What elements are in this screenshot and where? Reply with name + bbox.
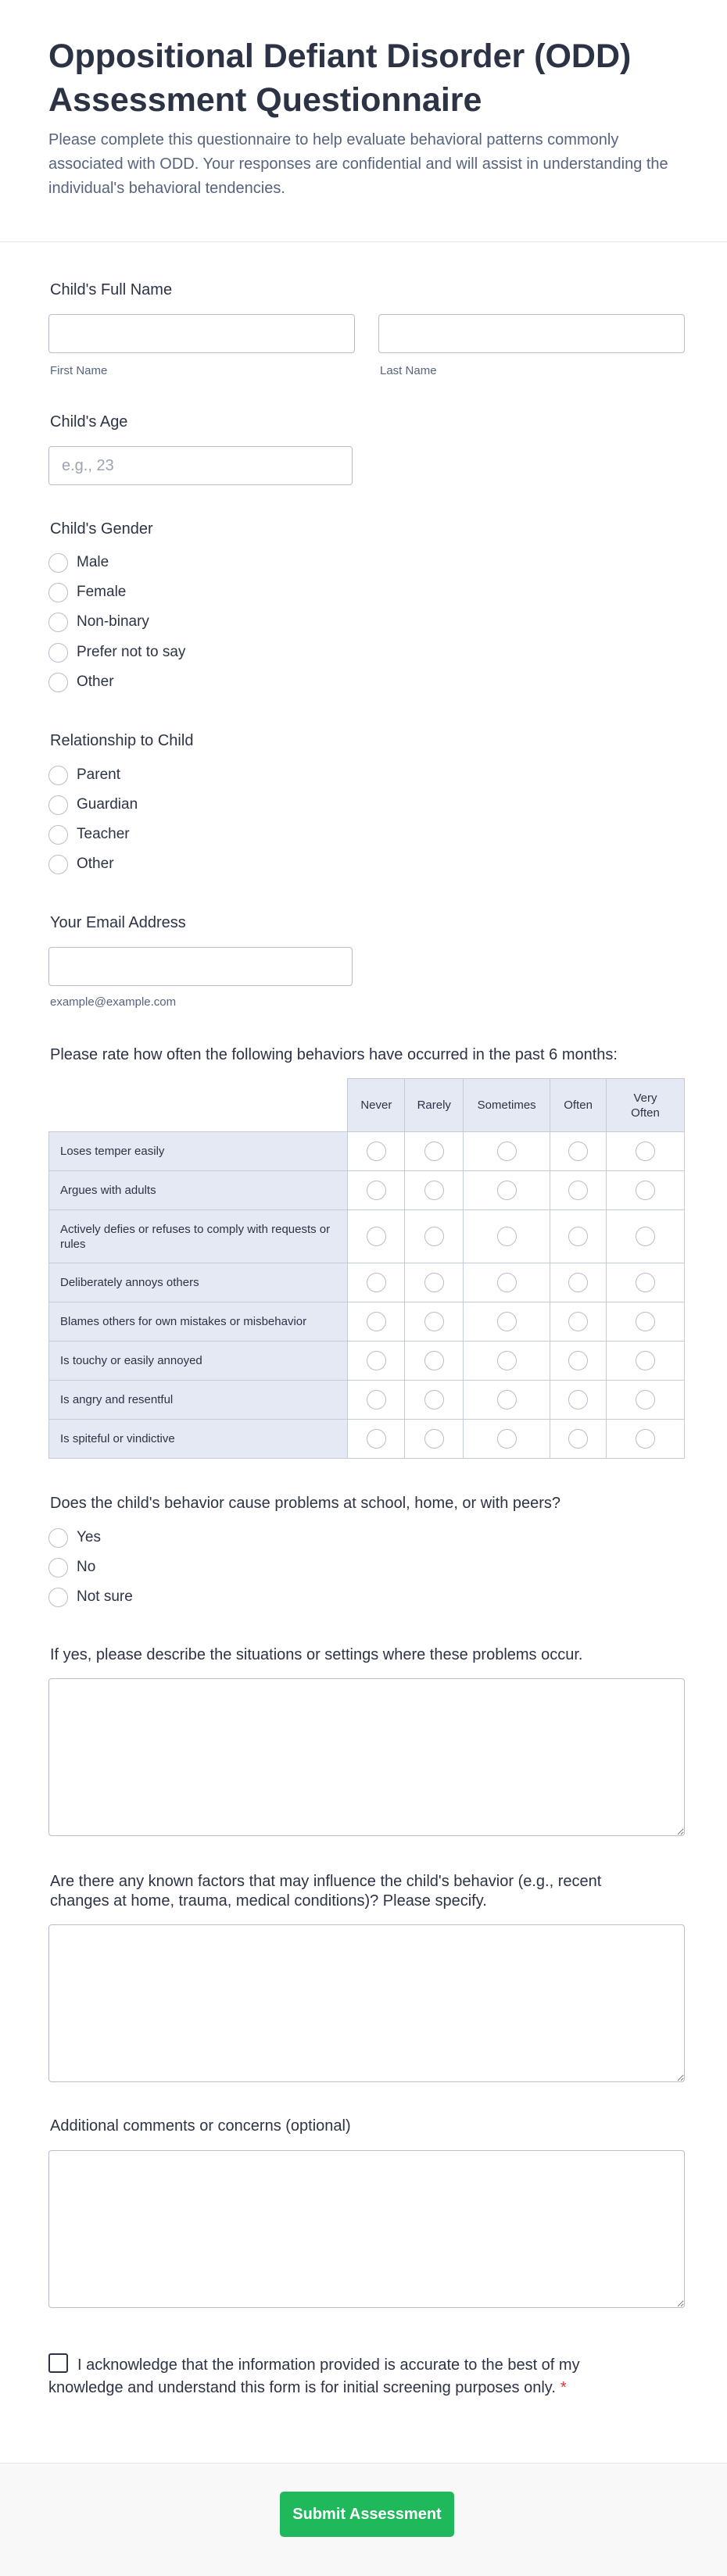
matrix-column-header: Never <box>348 1079 405 1132</box>
behavior-matrix <box>48 1078 685 1459</box>
radio-button[interactable] <box>636 1181 655 1200</box>
matrix-cell[interactable] <box>550 1263 607 1302</box>
radio-button[interactable] <box>48 643 68 663</box>
problems-option-label: Yes <box>77 1529 101 1545</box>
matrix-row <box>49 1210 685 1263</box>
acknowledgement <box>48 2353 611 2399</box>
radio-button[interactable] <box>636 1429 655 1449</box>
matrix-cell[interactable] <box>464 1210 550 1263</box>
gender-option-label: Female <box>77 584 127 600</box>
matrix-cell[interactable] <box>464 1342 550 1381</box>
matrix-cell[interactable] <box>607 1342 685 1381</box>
submit-button[interactable]: Submit Assessment <box>280 2492 454 2537</box>
matrix-cell[interactable] <box>607 1302 685 1342</box>
comments-textarea[interactable] <box>48 2150 685 2308</box>
matrix-cell[interactable] <box>348 1263 405 1302</box>
matrix-cell[interactable] <box>607 1381 685 1420</box>
matrix-cell[interactable] <box>464 1132 550 1171</box>
relationship-label: Relationship to Child <box>50 732 194 749</box>
problems-label: Does the child's behavior cause problems at school, home, or with peers? <box>50 1495 561 1512</box>
matrix-row <box>49 1420 685 1459</box>
radio-button[interactable] <box>568 1351 588 1370</box>
behavior-matrix-label: Please rate how often the following behaviors have occurred in the past 6 months: <box>50 1046 618 1063</box>
matrix-row <box>49 1342 685 1381</box>
matrix-cell[interactable] <box>348 1132 405 1171</box>
radio-button[interactable] <box>48 1588 68 1607</box>
problems-option-label: Not sure <box>77 1588 133 1605</box>
matrix-row-label: Actively defies or refuses to comply with requests or rules <box>49 1210 348 1263</box>
problems-option-not-sure[interactable] <box>48 1585 133 1609</box>
radio-button[interactable] <box>568 1227 588 1246</box>
matrix-cell[interactable] <box>464 1302 550 1342</box>
matrix-cell[interactable] <box>550 1381 607 1420</box>
matrix-cell[interactable] <box>405 1210 464 1263</box>
radio-button[interactable] <box>48 1528 68 1548</box>
radio-button[interactable] <box>568 1312 588 1331</box>
matrix-cell[interactable] <box>464 1263 550 1302</box>
radio-button[interactable] <box>424 1429 444 1449</box>
radio-button[interactable] <box>48 825 68 845</box>
radio-button[interactable] <box>424 1142 444 1161</box>
radio-button[interactable] <box>497 1181 517 1200</box>
radio-button[interactable] <box>497 1227 517 1246</box>
matrix-column-header: Very Often <box>607 1079 685 1132</box>
matrix-cell[interactable] <box>348 1302 405 1342</box>
radio-button[interactable] <box>497 1312 517 1331</box>
first-name-input[interactable] <box>48 314 355 353</box>
radio-button[interactable] <box>497 1351 517 1370</box>
situations-textarea[interactable] <box>48 1678 685 1836</box>
matrix-row <box>49 1381 685 1420</box>
matrix-column-header: Sometimes <box>464 1079 550 1132</box>
radio-button[interactable] <box>48 795 68 815</box>
radio-button[interactable] <box>497 1429 517 1449</box>
radio-button[interactable] <box>424 1181 444 1200</box>
gender-option-label: Prefer not to say <box>77 644 186 660</box>
radio-button[interactable] <box>497 1390 517 1409</box>
radio-button[interactable] <box>367 1312 386 1331</box>
relationship-option-teacher[interactable] <box>48 823 130 846</box>
acknowledgement-text: I acknowledge that the information provided is accurate to the best of my knowledge and understand this form is for initial screening purposes only. <box>48 2356 580 2396</box>
form-description: Please complete this questionnaire to help evaluate behavioral patterns commonly associated with ODD. Your responses are confidential and will assist in understanding the individual's behavioral tendencies. <box>48 131 668 197</box>
matrix-cell[interactable] <box>405 1171 464 1210</box>
radio-button[interactable] <box>367 1351 386 1370</box>
child-age-label: Child's Age <box>50 413 128 431</box>
child-name-label: Child's Full Name <box>50 281 173 298</box>
matrix-row-label: Is spiteful or vindictive <box>49 1420 348 1459</box>
matrix-cell[interactable] <box>607 1210 685 1263</box>
matrix-cell[interactable] <box>550 1302 607 1342</box>
matrix-column-header: Often <box>550 1079 607 1132</box>
situations-label: If yes, please describe the situations or settings where these problems occur. <box>50 1646 583 1663</box>
gender-option-nonbinary[interactable] <box>48 610 149 634</box>
gender-option-prefer-not-to-say[interactable] <box>48 641 185 664</box>
radio-button[interactable] <box>636 1351 655 1370</box>
relationship-option-label: Guardian <box>77 796 138 813</box>
matrix-row <box>49 1263 685 1302</box>
radio-button[interactable] <box>367 1227 386 1246</box>
matrix-cell[interactable] <box>348 1210 405 1263</box>
radio-button[interactable] <box>636 1142 655 1161</box>
radio-button[interactable] <box>48 553 68 573</box>
radio-button[interactable] <box>568 1142 588 1161</box>
email-label: Your Email Address <box>50 914 186 931</box>
relationship-option-label: Teacher <box>77 826 130 842</box>
required-mark: * <box>560 2379 567 2396</box>
matrix-row <box>49 1302 685 1342</box>
form-title: Oppositional Defiant Disorder (ODD) Assessment Questionnaire <box>48 38 632 119</box>
radio-button[interactable] <box>568 1429 588 1449</box>
radio-button[interactable] <box>367 1181 386 1200</box>
radio-button[interactable] <box>636 1273 655 1292</box>
radio-button[interactable] <box>424 1312 444 1331</box>
matrix-cell[interactable] <box>550 1132 607 1171</box>
radio-button[interactable] <box>48 613 68 632</box>
radio-button[interactable] <box>367 1429 386 1449</box>
matrix-cell[interactable] <box>405 1132 464 1171</box>
last-name-input[interactable] <box>378 314 685 353</box>
gender-option-label: Non-binary <box>77 613 149 630</box>
matrix-row-label: Blames others for own mistakes or misbehavior <box>49 1302 348 1342</box>
matrix-row-label: Loses temper easily <box>49 1132 348 1171</box>
matrix-cell[interactable] <box>348 1171 405 1210</box>
matrix-header-row <box>49 1079 685 1132</box>
matrix-cell[interactable] <box>405 1263 464 1302</box>
radio-button[interactable] <box>568 1181 588 1200</box>
email-sublabel: example@example.com <box>50 995 177 1009</box>
radio-button[interactable] <box>48 1558 68 1577</box>
matrix-cell[interactable] <box>348 1342 405 1381</box>
radio-button[interactable] <box>424 1351 444 1370</box>
problems-option-label: No <box>77 1559 96 1575</box>
relationship-option-label: Other <box>77 856 114 872</box>
radio-button[interactable] <box>48 766 68 785</box>
factors-label: Are there any known factors that may influence the child's behavior (e.g., recent changes at home, trauma, medical conditions)? Please specify. <box>50 1873 602 1910</box>
radio-button[interactable] <box>636 1390 655 1409</box>
radio-button[interactable] <box>636 1227 655 1246</box>
radio-button[interactable] <box>497 1142 517 1161</box>
matrix-cell[interactable] <box>550 1342 607 1381</box>
radio-button[interactable] <box>48 583 68 602</box>
relationship-option-label: Parent <box>77 766 120 783</box>
radio-button[interactable] <box>367 1390 386 1409</box>
matrix-cell[interactable] <box>550 1171 607 1210</box>
matrix-cell[interactable] <box>405 1420 464 1459</box>
radio-button[interactable] <box>497 1273 517 1292</box>
matrix-cell[interactable] <box>550 1420 607 1459</box>
matrix-cell[interactable] <box>464 1381 550 1420</box>
matrix-row-label: Argues with adults <box>49 1171 348 1210</box>
matrix-row-label: Is touchy or easily annoyed <box>49 1342 348 1381</box>
radio-button[interactable] <box>48 855 68 874</box>
gender-option-label: Male <box>77 554 109 570</box>
matrix-cell[interactable] <box>405 1381 464 1420</box>
matrix-row-label: Deliberately annoys others <box>49 1263 348 1302</box>
radio-button[interactable] <box>367 1273 386 1292</box>
radio-button[interactable] <box>424 1273 444 1292</box>
relationship-option-parent[interactable] <box>48 763 120 787</box>
gender-option-male[interactable] <box>48 551 109 574</box>
matrix-cell[interactable] <box>464 1171 550 1210</box>
matrix-column-header: Rarely <box>405 1079 464 1132</box>
matrix-cell[interactable] <box>348 1381 405 1420</box>
matrix-cell[interactable] <box>464 1420 550 1459</box>
child-gender-label: Child's Gender <box>50 520 153 538</box>
radio-button[interactable] <box>48 673 68 692</box>
matrix-cell[interactable] <box>550 1210 607 1263</box>
last-name-sublabel: Last Name <box>380 364 437 377</box>
first-name-sublabel: First Name <box>50 364 108 377</box>
gender-option-female[interactable] <box>48 581 126 604</box>
matrix-cell[interactable] <box>607 1263 685 1302</box>
matrix-cell[interactable] <box>405 1302 464 1342</box>
radio-button[interactable] <box>424 1390 444 1409</box>
form-header <box>0 0 727 242</box>
matrix-row-label: Is angry and resentful <box>49 1381 348 1420</box>
comments-label: Additional comments or concerns (optional) <box>50 2117 351 2135</box>
matrix-cell[interactable] <box>607 1420 685 1459</box>
matrix-cell[interactable] <box>607 1132 685 1171</box>
email-input[interactable] <box>48 947 353 986</box>
matrix-cell[interactable] <box>405 1342 464 1381</box>
matrix-row <box>49 1171 685 1210</box>
problems-option-yes[interactable] <box>48 1526 101 1549</box>
radio-button[interactable] <box>636 1312 655 1331</box>
radio-button[interactable] <box>568 1390 588 1409</box>
relationship-option-guardian[interactable] <box>48 793 138 816</box>
matrix-cell[interactable] <box>607 1171 685 1210</box>
acknowledgement-checkbox[interactable] <box>48 2353 68 2373</box>
matrix-corner <box>49 1079 348 1132</box>
gender-option-label: Other <box>77 673 114 690</box>
matrix-row <box>49 1132 685 1171</box>
child-age-input[interactable] <box>48 446 353 485</box>
gender-option-other[interactable] <box>48 670 114 694</box>
radio-button[interactable] <box>568 1273 588 1292</box>
problems-option-no[interactable] <box>48 1556 95 1579</box>
relationship-option-other[interactable] <box>48 852 114 876</box>
radio-button[interactable] <box>424 1227 444 1246</box>
radio-button[interactable] <box>367 1142 386 1161</box>
matrix-cell[interactable] <box>348 1420 405 1459</box>
factors-textarea[interactable] <box>48 1924 685 2082</box>
